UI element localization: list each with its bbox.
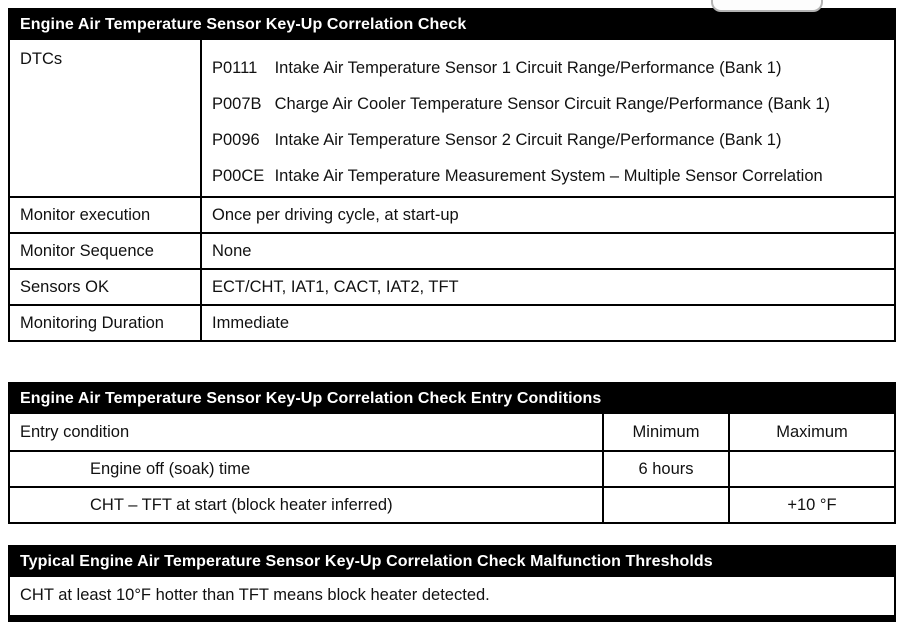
entry-condition-text: CHT – TFT at start (block heater inferred) bbox=[90, 495, 393, 514]
row-value: None bbox=[200, 234, 894, 268]
dtc-description: Intake Air Temperature Sensor 2 Circuit Range/Performance (Bank 1) bbox=[274, 131, 782, 149]
dtc-item bbox=[212, 122, 884, 158]
row-label: Monitor execution bbox=[20, 205, 151, 224]
dtc-code: P007B bbox=[212, 95, 262, 113]
dtc-list bbox=[200, 40, 894, 196]
row-value: Once per driving cycle, at start-up bbox=[200, 198, 894, 232]
monitor-description-table bbox=[8, 8, 896, 342]
entry-condition-maximum bbox=[728, 452, 894, 486]
entry-condition-text: Engine off (soak) time bbox=[90, 459, 251, 478]
dtc-item bbox=[212, 158, 884, 194]
entry-condition-minimum: 6 hours bbox=[602, 452, 728, 486]
dtc-description: Intake Air Temperature Measurement System – Multiple Sensor Correlation bbox=[274, 167, 823, 185]
row-label: Sensors OK bbox=[20, 277, 109, 296]
threshold-row bbox=[10, 577, 894, 613]
malfunction-thresholds-table bbox=[8, 545, 896, 622]
entry-condition-row-cht-tft bbox=[10, 486, 894, 522]
table-title: Engine Air Temperature Sensor Key-Up Correlation Check Entry Conditions bbox=[20, 390, 602, 407]
table-title: Engine Air Temperature Sensor Key-Up Correlation Check bbox=[20, 16, 467, 33]
dtc-code: P00CE bbox=[212, 167, 265, 185]
table-row-sensors-ok bbox=[10, 268, 894, 304]
dtc-code: P0111 bbox=[212, 59, 258, 77]
row-label: DTCs bbox=[20, 50, 63, 68]
dtc-description: Intake Air Temperature Sensor 1 Circuit Range/Performance (Bank 1) bbox=[274, 59, 782, 77]
table-title-band bbox=[10, 384, 894, 414]
dtc-description: Charge Air Cooler Temperature Sensor Circuit Range/Performance (Bank 1) bbox=[274, 95, 831, 113]
row-label: Monitor Sequence bbox=[20, 241, 154, 260]
table-title: Typical Engine Air Temperature Sensor Key-Up Correlation Check Malfunction Thresholds bbox=[20, 553, 713, 570]
entry-condition-row-soak-time bbox=[10, 450, 894, 486]
dtc-item bbox=[212, 86, 884, 122]
table-row-monitoring-duration bbox=[10, 304, 894, 340]
table-title-band bbox=[10, 547, 894, 577]
row-value: ECT/CHT, IAT1, CACT, IAT2, TFT bbox=[200, 270, 894, 304]
threshold-text: CHT at least 10°F hotter than TFT means block heater detected. bbox=[20, 585, 490, 604]
dtc-code: P0096 bbox=[212, 131, 260, 149]
row-value: Immediate bbox=[200, 306, 894, 340]
entry-conditions-table bbox=[8, 382, 896, 524]
cropped-tooltip-fragment bbox=[711, 0, 823, 12]
cropped-next-section-band bbox=[10, 613, 894, 622]
entry-condition-minimum bbox=[602, 488, 728, 522]
table-row-dtcs bbox=[10, 40, 894, 196]
column-header-minimum: Minimum bbox=[602, 414, 728, 450]
column-header-maximum: Maximum bbox=[728, 414, 894, 450]
table-title-band bbox=[10, 10, 894, 40]
entry-condition-maximum: +10 °F bbox=[728, 488, 894, 522]
column-header-condition: Entry condition bbox=[20, 422, 130, 441]
row-label: Monitoring Duration bbox=[20, 313, 164, 332]
table-row-monitor-sequence bbox=[10, 232, 894, 268]
table-row-monitor-execution bbox=[10, 196, 894, 232]
dtc-item bbox=[212, 50, 884, 86]
entry-conditions-header-row bbox=[10, 414, 894, 450]
